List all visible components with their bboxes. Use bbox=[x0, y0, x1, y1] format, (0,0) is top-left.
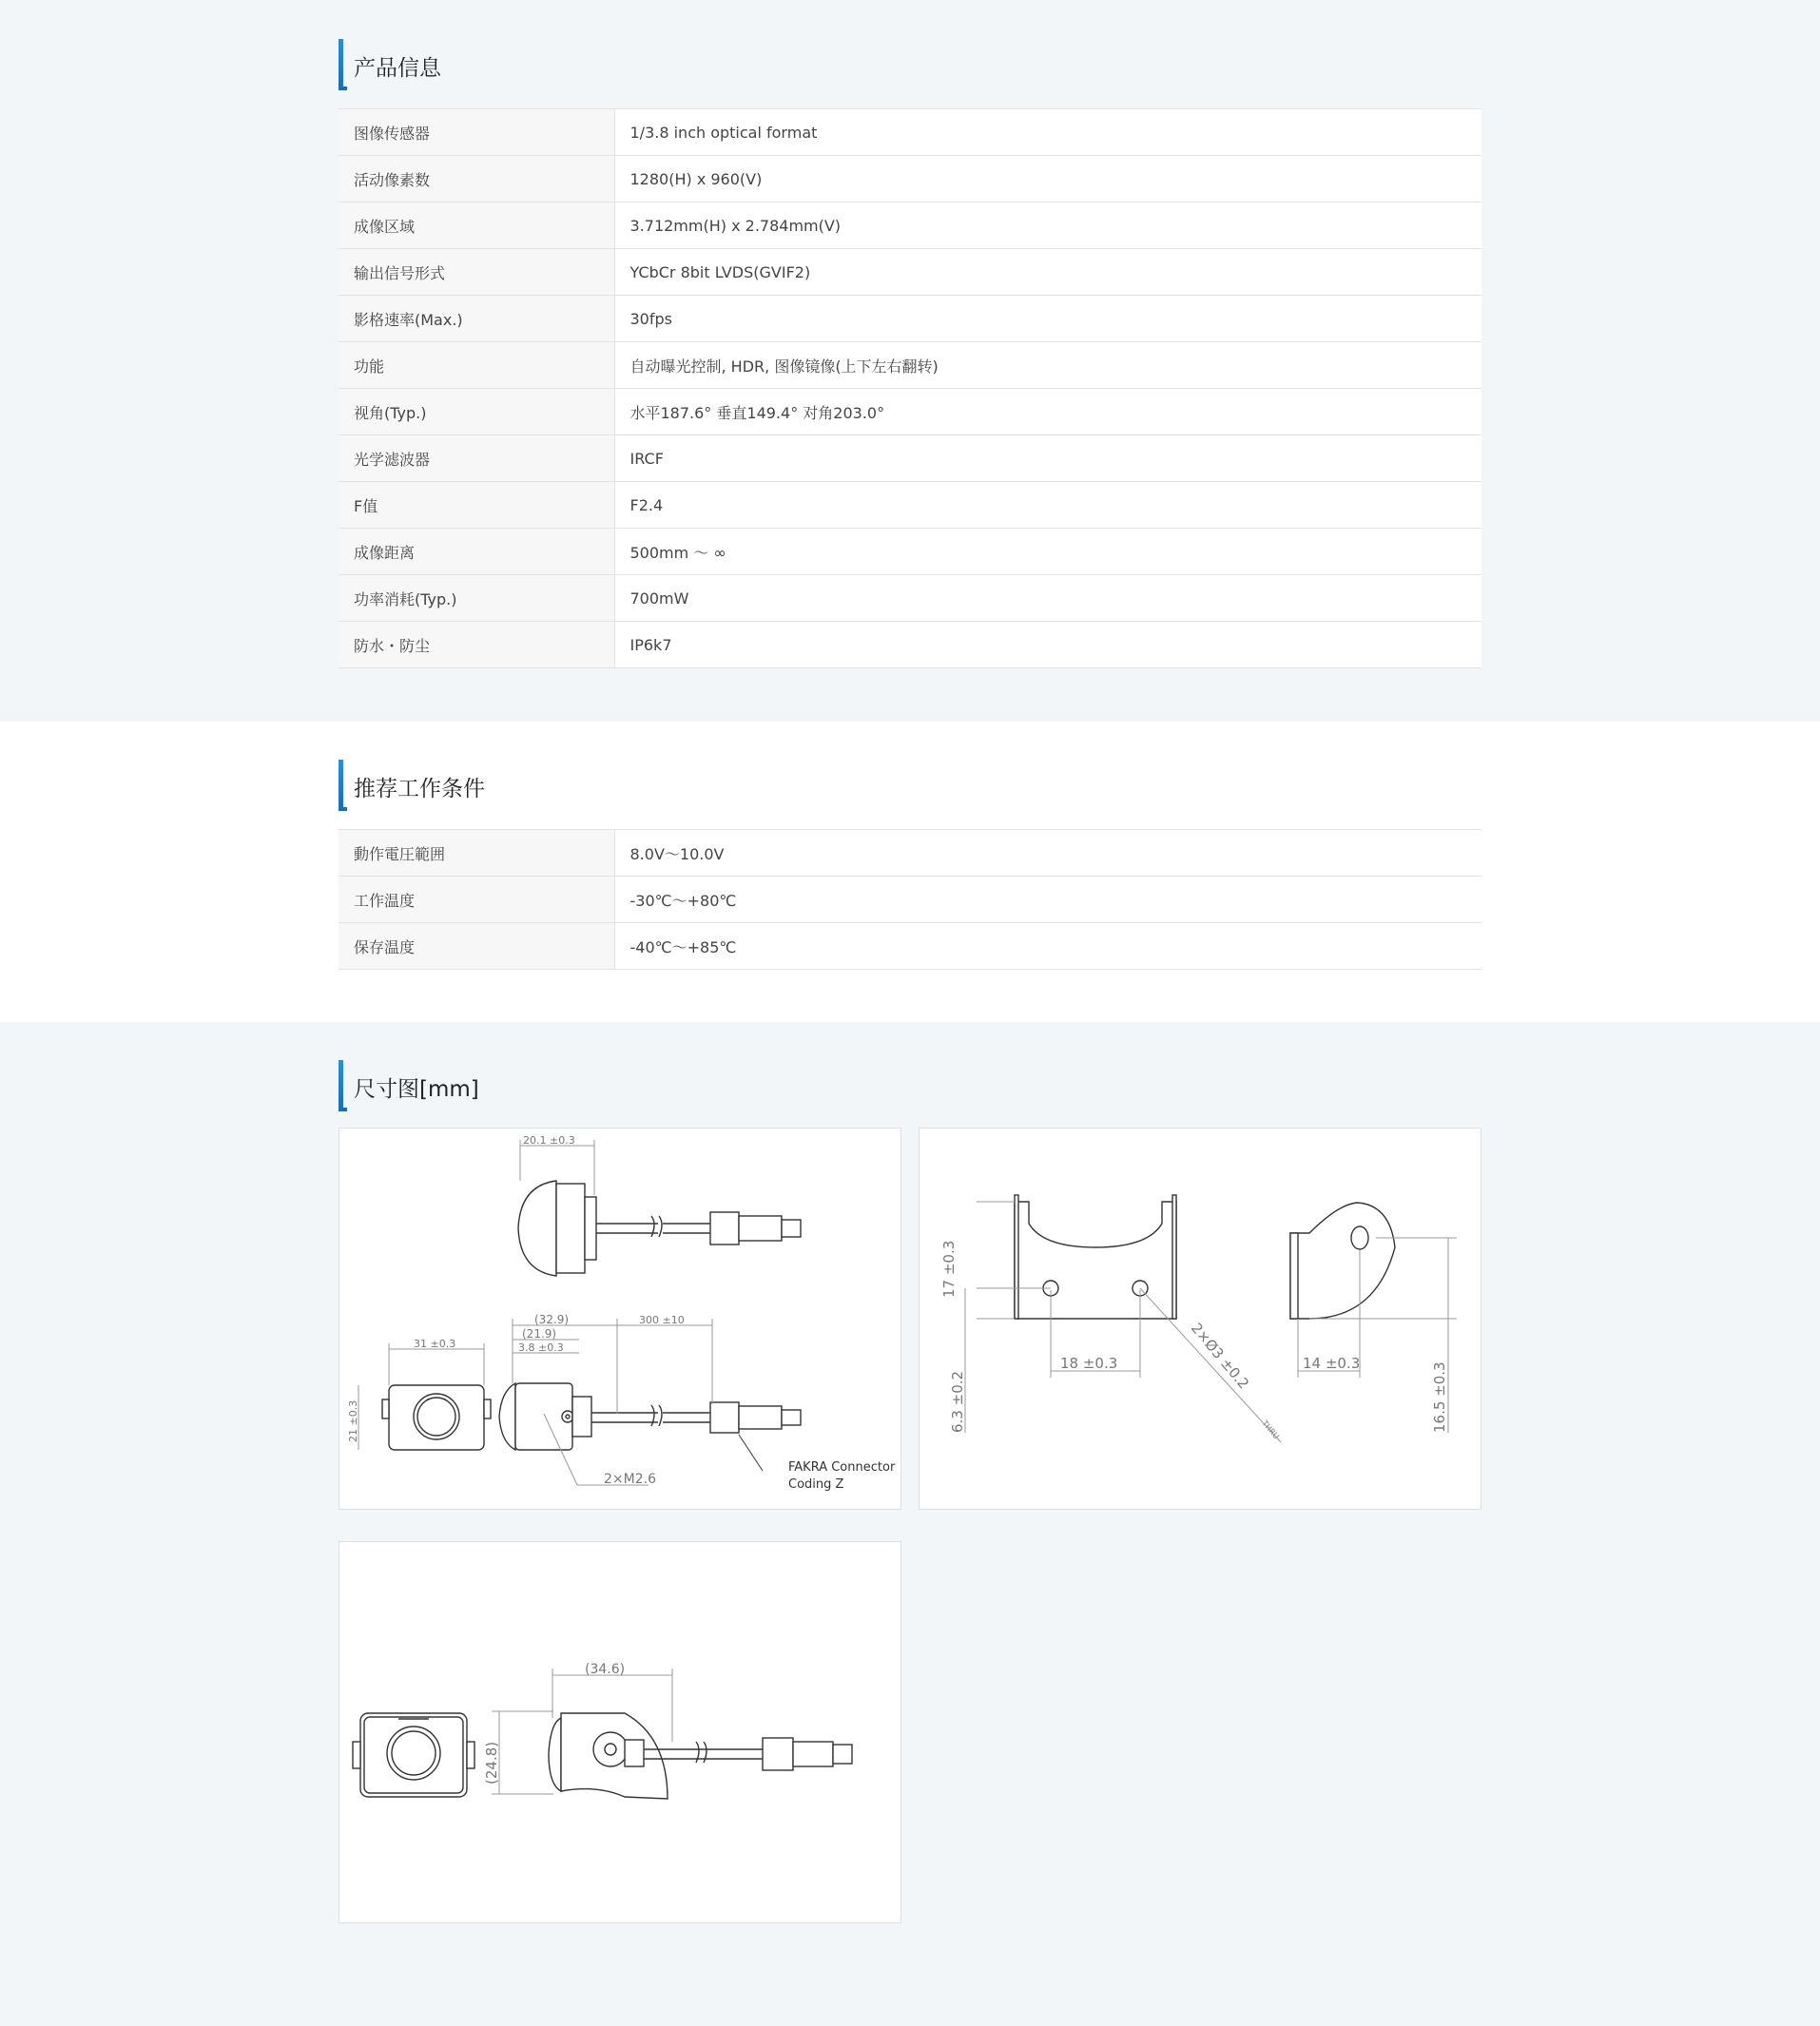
dim-label: 2×Ø3 ±0.2 bbox=[1187, 1320, 1253, 1393]
dim-label: (34.6) bbox=[585, 1662, 626, 1677]
spec-label: F值 bbox=[339, 482, 614, 529]
spec-value: IRCF bbox=[614, 435, 1481, 482]
product-info-table bbox=[339, 108, 1481, 668]
spec-label: 活动像素数 bbox=[339, 156, 614, 203]
spec-value: 8.0V～10.0V bbox=[614, 830, 1481, 877]
spec-label: 動作電圧範囲 bbox=[339, 830, 614, 877]
spec-value: -30℃～+80℃ bbox=[614, 877, 1481, 923]
spec-value: -40℃～+85℃ bbox=[614, 923, 1481, 970]
camera-alt-drawing-svg bbox=[339, 1542, 900, 1922]
dim-label: 14 ±0.3 bbox=[1303, 1355, 1361, 1372]
spec-label: 视角(Typ.) bbox=[339, 389, 614, 435]
dimension-drawing-bracket bbox=[919, 1128, 1481, 1510]
section-title: 尺寸图[mm] bbox=[354, 1077, 479, 1102]
heading-accent-bar bbox=[339, 1060, 343, 1111]
spec-label: 功能 bbox=[339, 342, 614, 389]
conditions-table bbox=[339, 829, 1481, 970]
conditions-section bbox=[0, 722, 1820, 1022]
section-title: 产品信息 bbox=[354, 56, 441, 81]
camera-alt-side bbox=[561, 1713, 668, 1799]
spec-row bbox=[339, 109, 1481, 156]
dim-label: 2×M2.6 bbox=[604, 1472, 656, 1487]
spec-label: 输出信号形式 bbox=[339, 249, 614, 296]
heading-accent-bar bbox=[339, 39, 343, 90]
product-info-section bbox=[0, 0, 1820, 722]
dim-label: THRU bbox=[1260, 1418, 1281, 1441]
camera-body-top bbox=[556, 1184, 585, 1273]
spec-row bbox=[339, 877, 1481, 923]
spec-value: 30fps bbox=[614, 296, 1481, 342]
camera-alt-front bbox=[360, 1713, 467, 1797]
spec-row bbox=[339, 342, 1481, 389]
spec-row bbox=[339, 435, 1481, 482]
conditions-heading bbox=[339, 760, 719, 811]
dim-label: 20.1 ±0.3 bbox=[523, 1134, 575, 1147]
dim-label: 21 ±0.3 bbox=[347, 1399, 359, 1442]
spec-row bbox=[339, 529, 1481, 575]
dim-label: 6.3 ±0.2 bbox=[949, 1370, 966, 1433]
spec-value: 3.712mm(H) x 2.784mm(V) bbox=[614, 203, 1481, 249]
spec-value: 500mm ～ ∞ bbox=[614, 529, 1481, 575]
dim-label: (32.9) bbox=[534, 1313, 570, 1326]
spec-value: IP6k7 bbox=[614, 622, 1481, 668]
spec-label: 防水・防尘 bbox=[339, 622, 614, 668]
dimension-drawing-camera-alt bbox=[339, 1541, 901, 1923]
spec-value: 自动曝光控制, HDR, 图像镜像(上下左右翻转) bbox=[614, 342, 1481, 389]
connector-label: Coding Z bbox=[788, 1477, 844, 1492]
dim-label: 17 ±0.3 bbox=[940, 1240, 958, 1298]
dim-label: 18 ±0.3 bbox=[1060, 1355, 1118, 1372]
bracket-side bbox=[1290, 1203, 1395, 1319]
spec-value: F2.4 bbox=[614, 482, 1481, 529]
camera-front-body bbox=[389, 1385, 484, 1450]
spec-value: 水平187.6° 垂直149.4° 对角203.0° bbox=[614, 389, 1481, 435]
dim-label: (21.9) bbox=[522, 1327, 557, 1341]
spec-label: 影格速率(Max.) bbox=[339, 296, 614, 342]
dim-label: 300 ±10 bbox=[639, 1314, 685, 1326]
spec-label: 光学滤波器 bbox=[339, 435, 614, 482]
spec-row bbox=[339, 249, 1481, 296]
spec-row bbox=[339, 389, 1481, 435]
spec-label: 功率消耗(Typ.) bbox=[339, 575, 614, 622]
spec-label: 保存温度 bbox=[339, 923, 614, 970]
dim-label: 3.8 ±0.3 bbox=[518, 1341, 564, 1354]
product-info-heading bbox=[339, 39, 719, 90]
section-title: 推荐工作条件 bbox=[354, 777, 485, 801]
dimension-drawing-camera bbox=[339, 1128, 901, 1510]
spec-row bbox=[339, 203, 1481, 249]
spec-label: 成像区域 bbox=[339, 203, 614, 249]
spec-row bbox=[339, 482, 1481, 529]
spec-label: 图像传感器 bbox=[339, 109, 614, 156]
heading-accent-bar bbox=[339, 760, 343, 811]
spec-label: 成像距离 bbox=[339, 529, 614, 575]
dim-label: (24.8) bbox=[483, 1741, 500, 1785]
spec-row bbox=[339, 830, 1481, 877]
camera-side-body bbox=[515, 1383, 572, 1450]
dimensions-section bbox=[0, 1022, 1820, 2026]
dim-label: 16.5 ±0.3 bbox=[1431, 1361, 1448, 1433]
spec-value: YCbCr 8bit LVDS(GVIF2) bbox=[614, 249, 1481, 296]
spec-value: 1/3.8 inch optical format bbox=[614, 109, 1481, 156]
dimensions-heading bbox=[339, 1060, 719, 1111]
spec-row bbox=[339, 156, 1481, 203]
dim-label: 31 ±0.3 bbox=[414, 1338, 456, 1350]
camera-back-top bbox=[585, 1197, 596, 1260]
bracket-drawing-svg bbox=[920, 1129, 1481, 1509]
spec-row bbox=[339, 575, 1481, 622]
spec-row bbox=[339, 296, 1481, 342]
spec-label: 工作温度 bbox=[339, 877, 614, 923]
spec-value: 1280(H) x 960(V) bbox=[614, 156, 1481, 203]
spec-row bbox=[339, 923, 1481, 970]
spec-value: 700mW bbox=[614, 575, 1481, 622]
connector-label: FAKRA Connector bbox=[788, 1460, 896, 1475]
spec-row bbox=[339, 622, 1481, 668]
camera-dome-top bbox=[518, 1181, 556, 1276]
camera-drawing-svg bbox=[339, 1129, 900, 1509]
